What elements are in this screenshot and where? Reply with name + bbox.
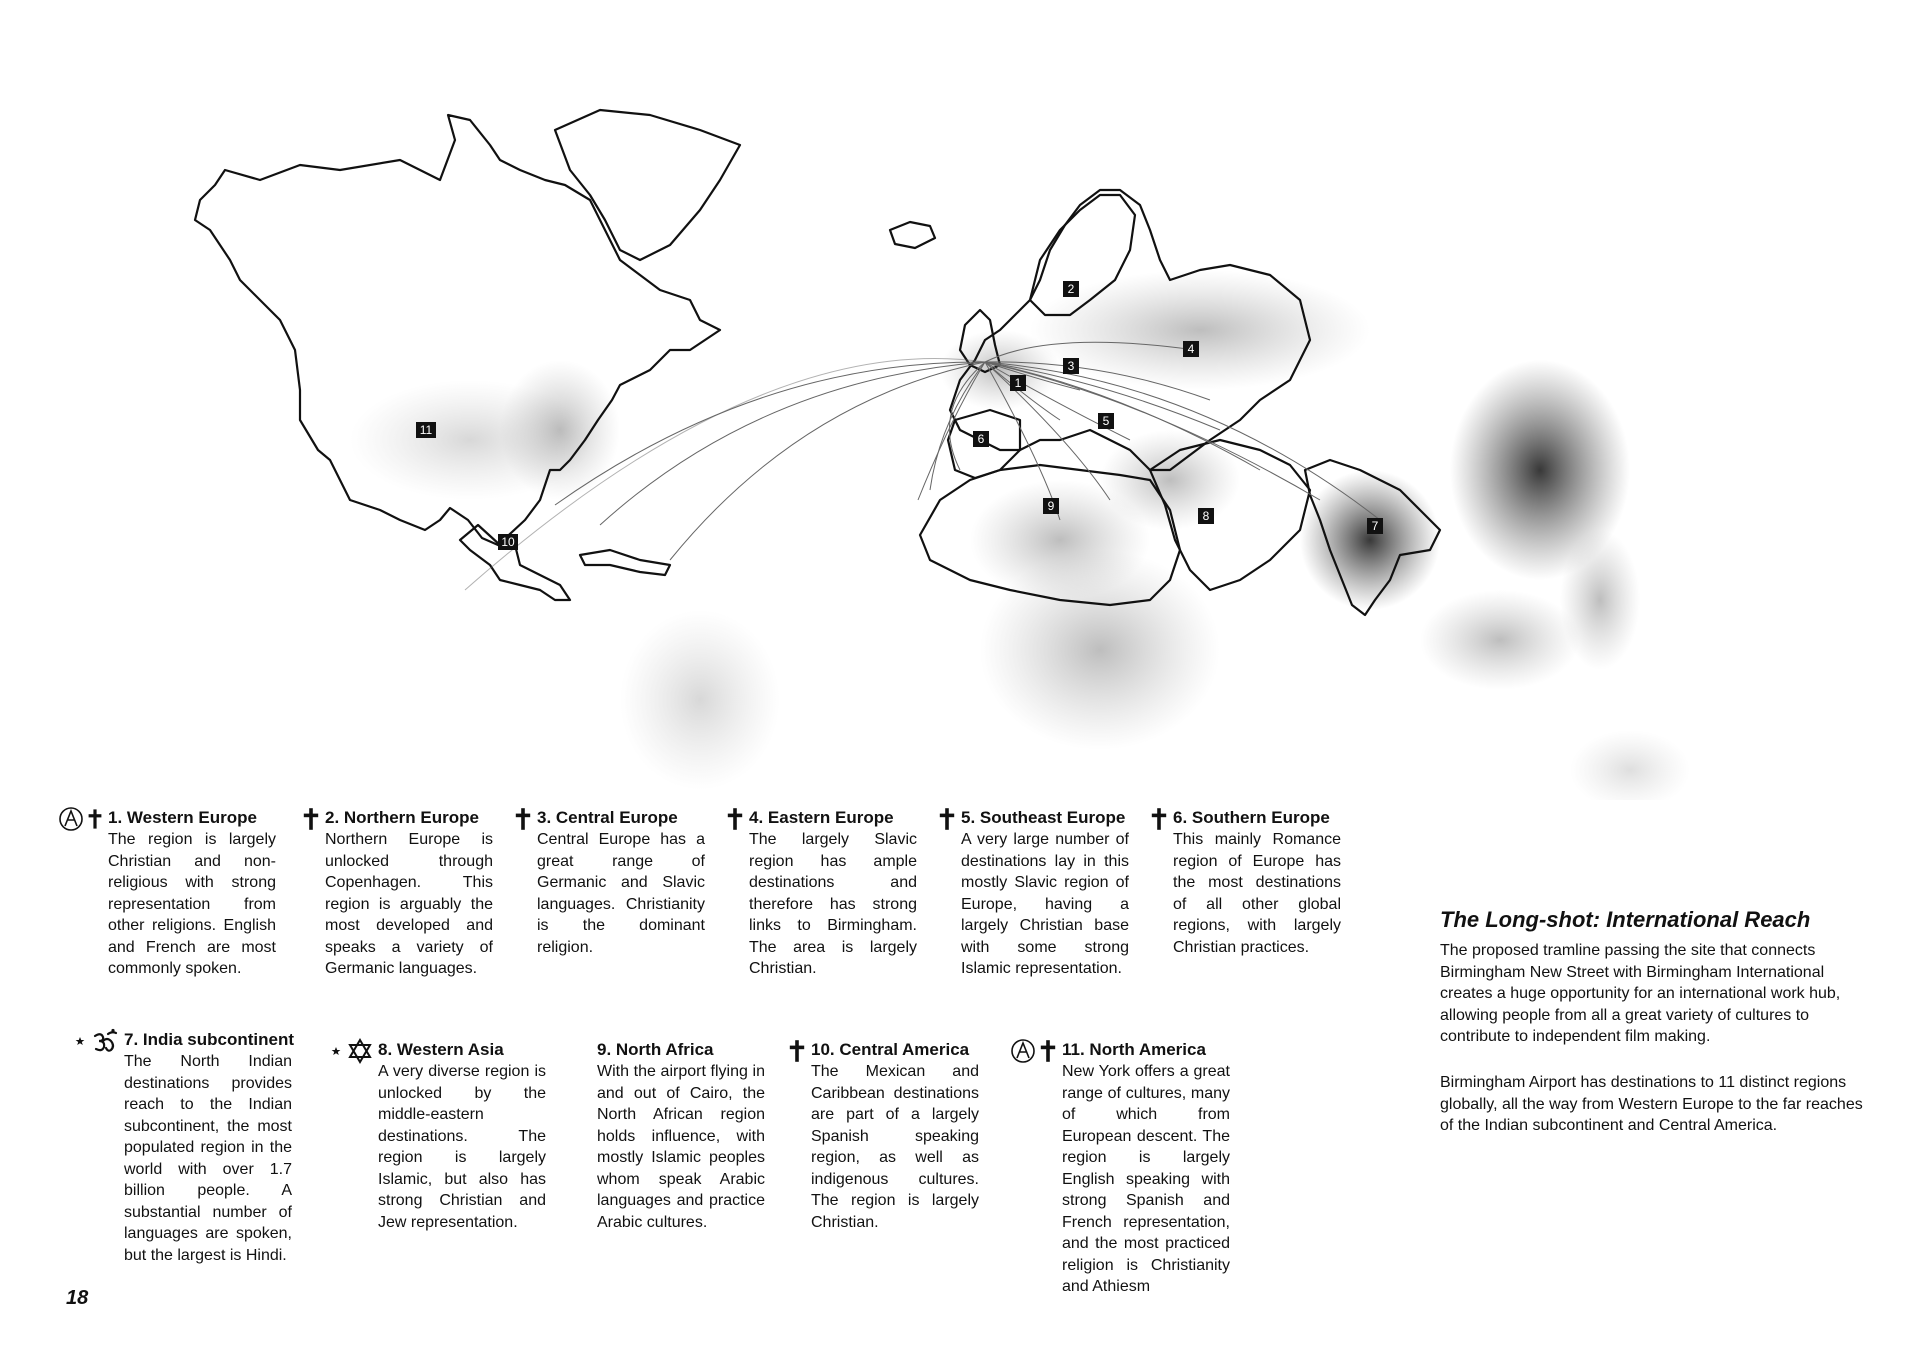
crescent-icon (566, 1038, 592, 1064)
region-title: 2. Northern Europe (325, 808, 479, 827)
star-of-david-icon (347, 1038, 373, 1064)
svg-text:9: 9 (1047, 499, 1055, 513)
region-block-southeast-europe (938, 808, 1138, 980)
region-title: 4. Eastern Europe (749, 808, 894, 827)
region-block-central-europe (514, 808, 714, 958)
cross-icon (302, 806, 320, 832)
region-marker-4[interactable] (1183, 341, 1199, 357)
international-reach-title: The Long-shot: International Reach (1440, 907, 1811, 932)
region-title: 8. Western Asia (378, 1040, 504, 1059)
region-marker-8[interactable] (1198, 508, 1214, 524)
region-description: The North Indian destinations provides reach to the Indian subcontinent, the most populated region in the world with over 1.7 billion people. A substantial number of languages are spoken, but the largest is Hindi. (124, 1053, 292, 1264)
region-title: 10. Central America (811, 1040, 970, 1059)
cross-icon (514, 806, 532, 832)
region-block-northern-europe (302, 808, 502, 980)
region-description: This mainly Romance region of Europe has the most destinations of all other global regions, with largely Christian practices. (1173, 831, 1341, 956)
international-reach-paragraph-1: The proposed tramline passing the site that connects Birmingham New Street with Birmingham International creates a huge opportunity for an international work hub, allowing people from all a great variety of cultures to contribute to independent film making. (1440, 942, 1841, 1045)
svg-text:3: 3 (1067, 359, 1075, 373)
svg-text:2: 2 (1067, 282, 1075, 296)
svg-text:5: 5 (1102, 414, 1110, 428)
region-description: Northern Europe is unlocked through Copenhagen. This region is arguably the most developed and speaks a variety of Germanic languages. (325, 831, 493, 977)
atheism-icon (58, 806, 84, 832)
region-title: 9. North Africa (597, 1040, 714, 1059)
region-title: 1. Western Europe (108, 808, 257, 827)
region-marker-1[interactable] (1010, 375, 1026, 391)
region-block-north-america (1010, 1040, 1250, 1298)
caribbean-outline (580, 550, 670, 575)
svg-text:10: 10 (501, 535, 515, 549)
international-reach-paragraph-2: Birmingham Airport has destinations to 11 distinct regions globally, all the way from Western Europe to the far reaches of the Indian subcontinent and Central America. (1440, 1074, 1863, 1134)
region-title: 3. Central Europe (537, 808, 678, 827)
region-description: A very diverse region is unlocked by the middle-eastern destinations. The region is largely Islamic, but also has strong Christian and Jew representation. (378, 1063, 546, 1231)
greenland-outline (555, 110, 740, 260)
region-marker-9[interactable] (1043, 498, 1059, 514)
region-title: 11. North America (1062, 1040, 1206, 1059)
svg-text:1: 1 (1014, 376, 1022, 390)
cross-icon (1150, 806, 1168, 832)
svg-text:4: 4 (1187, 342, 1195, 356)
region-description: New York offers a great range of cultures, many of which from European descent. The region is largely English speaking with strong Spanish and French representation, and the most practiced religion is Christianity and Athiesm (1062, 1063, 1230, 1295)
crescent-star-icon (314, 1038, 344, 1064)
cross-icon (726, 806, 744, 832)
region-marker-3[interactable] (1063, 358, 1079, 374)
svg-text:6: 6 (977, 432, 985, 446)
crescent-star-icon (58, 1028, 88, 1054)
region-marker-6[interactable] (973, 431, 989, 447)
page-number: 18 (66, 1287, 89, 1309)
region-block-central-america (788, 1040, 1008, 1233)
region-description: The region is largely Christian and non-religious with strong representation from other religions. English and French are most commonly spoken. (108, 831, 276, 977)
region-title: 6. Southern Europe (1173, 808, 1330, 827)
region-description: The largely Slavic region has ample destinations and therefore has strong links to Birmingham. The area is largely Christian. (749, 831, 917, 977)
region-block-southern-europe (1150, 808, 1350, 958)
region-title: 7. India subcontinent (124, 1030, 295, 1049)
svg-text:7: 7 (1371, 519, 1379, 533)
region-block-india-subcontinent (58, 1030, 298, 1266)
region-marker-2[interactable] (1063, 281, 1079, 297)
region-marker-11[interactable] (416, 422, 436, 438)
region-block-western-asia (314, 1040, 554, 1233)
region-block-western-europe (58, 808, 286, 980)
region-title: 5. Southeast Europe (961, 808, 1126, 827)
cross-icon (87, 807, 103, 831)
region-marker-5[interactable] (1098, 413, 1114, 429)
om-icon (91, 1028, 119, 1054)
svg-text:8: 8 (1202, 509, 1210, 523)
region-description: The Mexican and Caribbean destinations are part of a largely Spanish speaking region, as well as indigenous cultures. The region is largely Christian. (811, 1063, 979, 1231)
svg-text:11: 11 (419, 423, 433, 437)
region-block-eastern-europe (726, 808, 926, 980)
region-description: With the airport flying in and out of Cairo, the North African region holds influence, with mostly Islamic peoples whom speak Arabic languages and practice Arabic cultures. (597, 1063, 765, 1231)
cross-icon (1039, 1038, 1057, 1064)
region-marker-10[interactable] (498, 534, 518, 550)
atheism-icon (1010, 1038, 1036, 1064)
region-description: Central Europe has a great range of Germanic and Slavic languages. Christianity is the dominant religion. (537, 831, 705, 956)
region-block-north-africa (566, 1040, 776, 1233)
cross-icon (788, 1038, 806, 1064)
region-marker-7[interactable] (1367, 518, 1383, 534)
region-description: A very large number of destinations lay in this mostly Slavic region of Europe, having a largely Christian base with some strong Islamic representation. (961, 831, 1129, 977)
cross-icon (938, 806, 956, 832)
iceland-outline (890, 222, 935, 248)
